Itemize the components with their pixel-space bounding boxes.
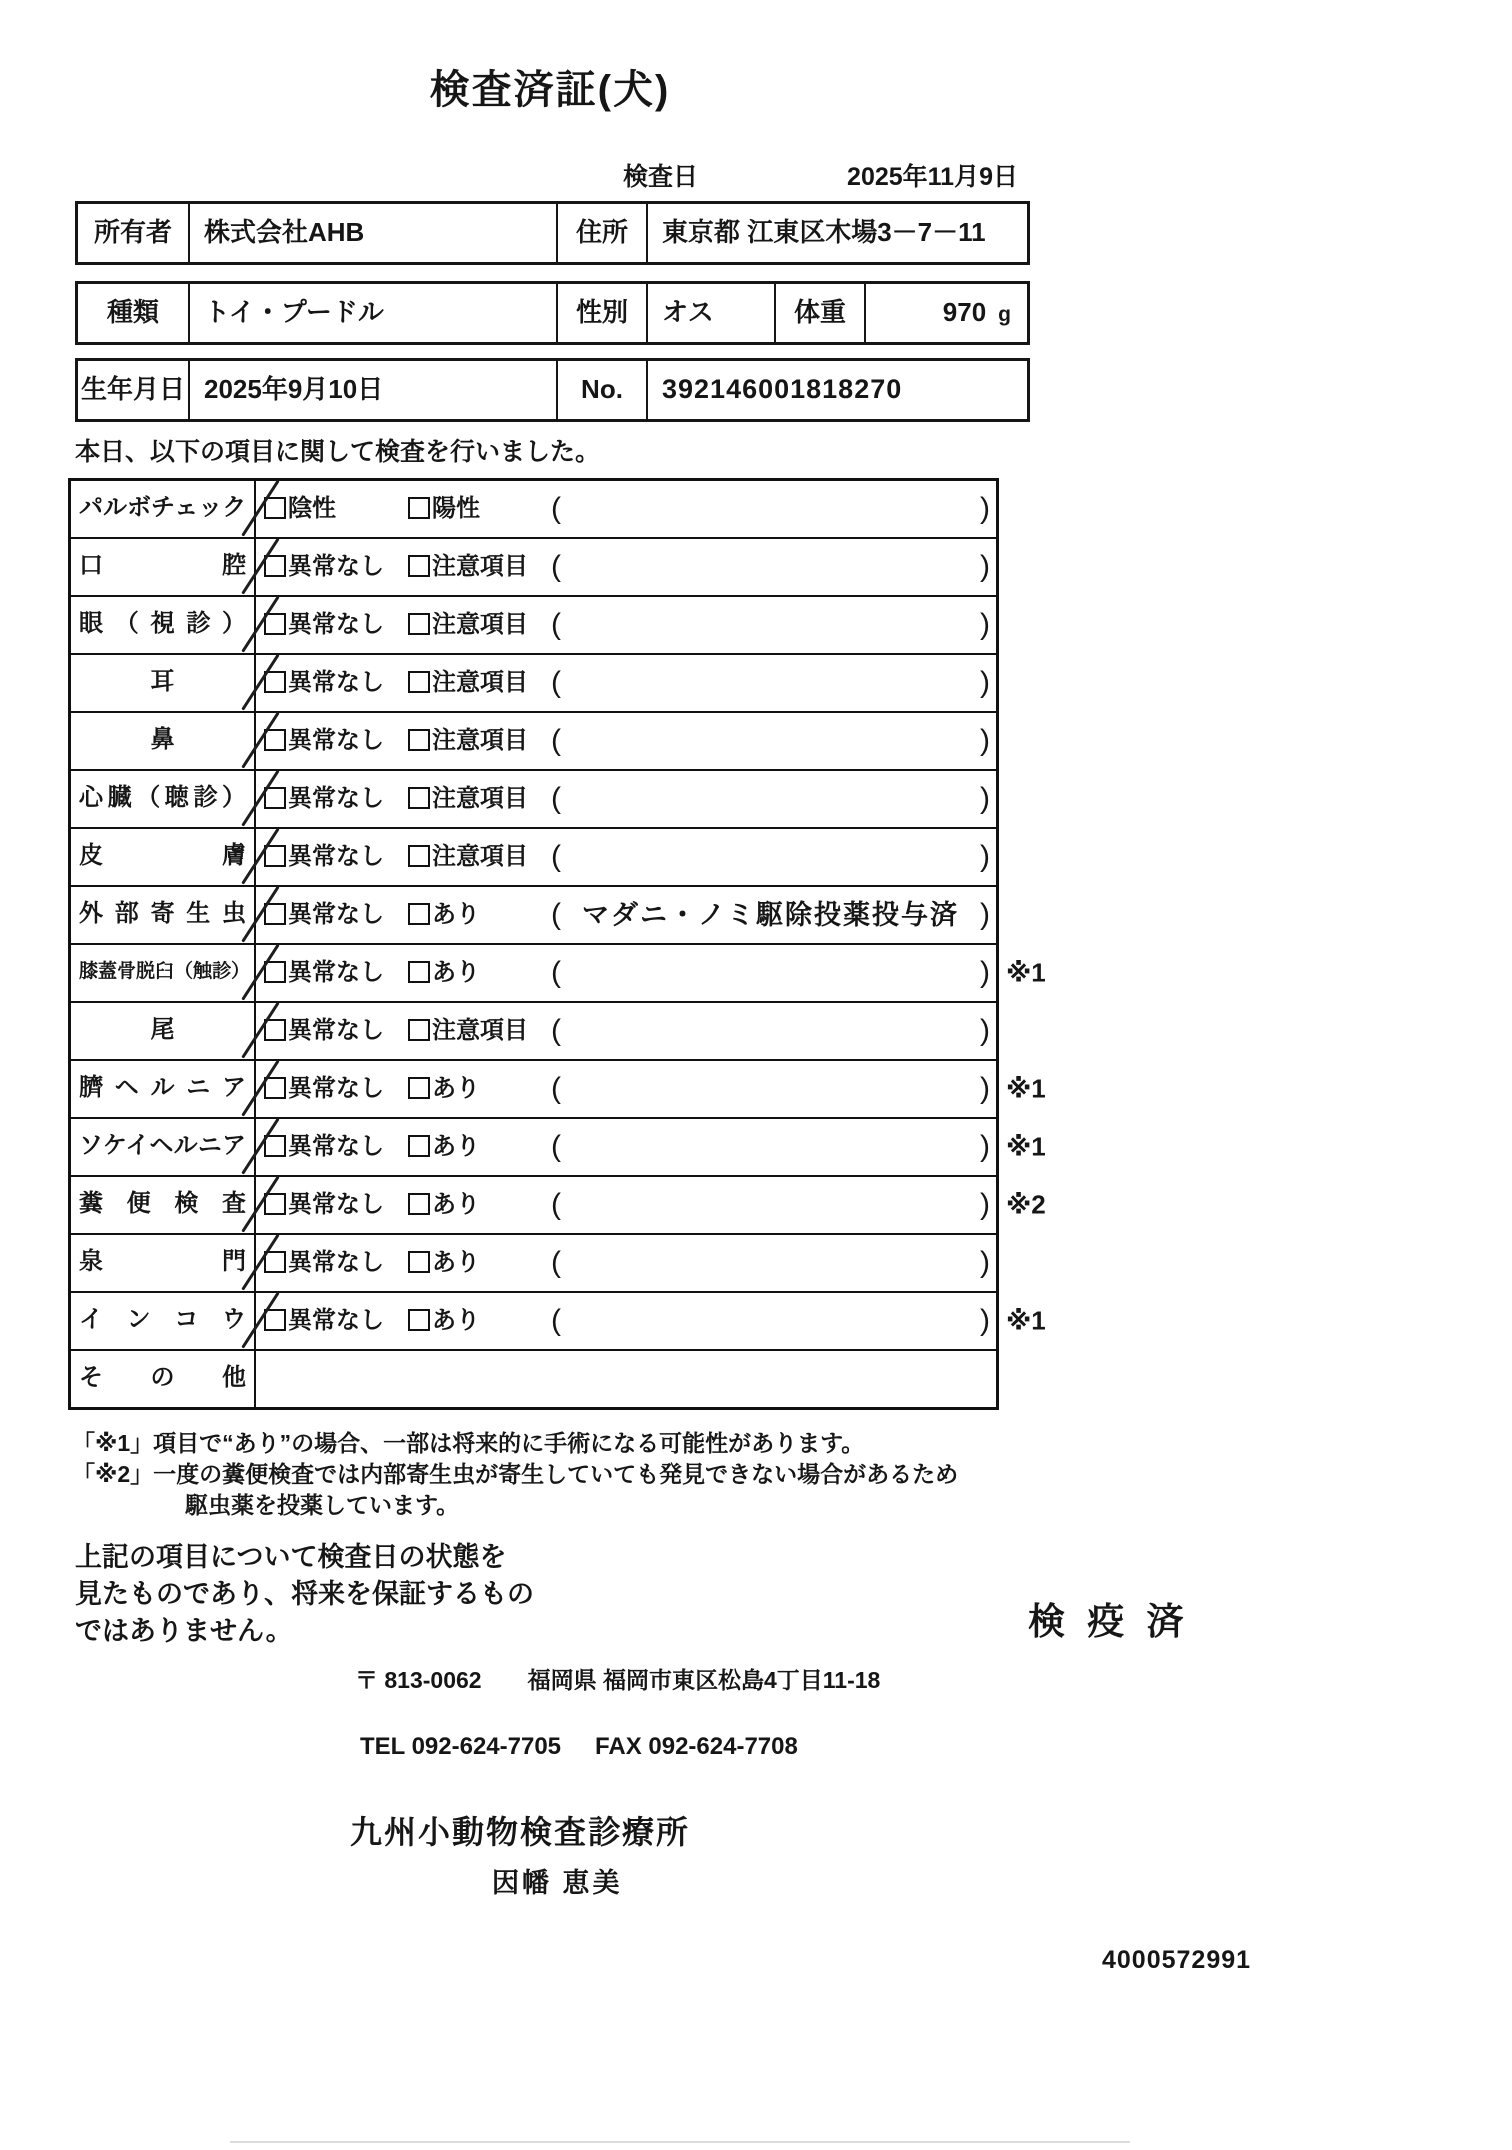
exam-item-cell: [71, 1177, 256, 1233]
result-option-secondary-label: 注意項目: [432, 553, 528, 580]
checkbox-checked-icon: [264, 1077, 286, 1099]
remark-field: [551, 945, 990, 1001]
exam-item-cell: [71, 713, 256, 769]
remark-field: [551, 1119, 990, 1175]
result-option-secondary: [408, 539, 528, 595]
result-option-primary: [264, 1119, 384, 1175]
close-paren: ): [980, 782, 990, 815]
result-option-secondary-label: 注意項目: [432, 1017, 528, 1044]
birth-table: [75, 358, 1030, 422]
result-option-primary-label: 異常なし: [288, 785, 384, 812]
checkbox-unchecked-icon: [408, 1251, 430, 1273]
checkbox-unchecked-icon: [408, 555, 430, 577]
disclaimer-line-1: 上記の項目について検査日の状態を: [75, 1542, 507, 1572]
result-option-primary: [264, 771, 384, 827]
result-option-primary: [264, 1003, 384, 1059]
remark-field: [551, 481, 990, 537]
result-option-secondary-label: 注意項目: [432, 843, 528, 870]
remark-field: [551, 655, 990, 711]
checkbox-checked-icon: [264, 613, 286, 635]
result-option-primary: [264, 1061, 384, 1117]
result-option-secondary: [408, 1235, 480, 1291]
checkbox-unchecked-icon: [408, 671, 430, 693]
checkbox-unchecked-icon: [408, 729, 430, 751]
checklist-table: [68, 478, 1046, 1410]
disclaimer-line-2: 見たものであり、将来を保証するもの: [75, 1579, 534, 1609]
open-paren: (: [551, 666, 561, 699]
result-option-secondary: [408, 1293, 480, 1349]
close-paren: ): [980, 840, 990, 873]
open-paren: (: [551, 724, 561, 757]
result-option-secondary-label: あり: [432, 1249, 480, 1276]
sex-value: オス: [646, 284, 774, 342]
disclaimer-line-3: ではありません。: [75, 1616, 293, 1646]
exam-item-label: 耳: [150, 668, 175, 695]
footnote-1: 「※1」項目で“あり”の場合、一部は将来的に手術になる可能性があります。: [72, 1430, 865, 1456]
checkbox-unchecked-icon: [408, 1019, 430, 1041]
result-option-primary-label: 異常なし: [288, 843, 384, 870]
checklist-row: [71, 1235, 996, 1293]
birthdate-label: 生年月日: [80, 374, 185, 404]
result-cell: [256, 655, 996, 711]
open-paren: (: [551, 1130, 561, 1163]
remark-field: [551, 887, 990, 943]
exam-item-label: 泉門: [79, 1248, 246, 1275]
result-option-secondary: [408, 945, 480, 1001]
result-option-primary: [264, 1235, 384, 1291]
open-paren: (: [551, 1014, 561, 1047]
address-label: 住所: [556, 204, 646, 262]
footnote-2: 「※2」一度の糞便検査では内部寄生虫が寄生していても発見できない場合があるため: [72, 1461, 959, 1487]
footnote-mark: ※1: [1006, 957, 1046, 988]
result-option-primary-label: 異常なし: [288, 959, 384, 986]
checklist-row: [71, 539, 996, 597]
owner-label: 所有者: [93, 217, 172, 247]
checkbox-checked-icon: [264, 1135, 286, 1157]
result-cell: [256, 1061, 996, 1117]
exam-item-cell: [71, 655, 256, 711]
inspection-date-value: 2025年11月9日: [847, 163, 1018, 191]
result-option-primary: [264, 887, 384, 943]
checkbox-checked-icon: [264, 1309, 286, 1331]
exam-item-cell: [71, 1235, 256, 1291]
breed-label: 種類: [106, 297, 159, 327]
clinic-address: 福岡県 福岡市東区松島4丁目11-18: [527, 1667, 881, 1693]
checkbox-checked-icon: [264, 671, 286, 693]
exam-item-label: 鼻: [150, 726, 175, 753]
result-cell: [256, 1235, 996, 1291]
exam-item-cell: [71, 945, 256, 1001]
checkbox-checked-icon: [264, 1019, 286, 1041]
result-cell: [256, 597, 996, 653]
result-option-primary: [264, 655, 384, 711]
result-option-primary-label: 異常なし: [288, 1017, 384, 1044]
result-option-secondary-label: 注意項目: [432, 669, 528, 696]
clinic-fax: FAX 092-624-7708: [595, 1733, 798, 1760]
result-cell: [256, 481, 996, 537]
result-option-secondary-label: あり: [432, 1075, 480, 1102]
close-paren: ): [980, 550, 990, 583]
inspection-date-row: [75, 159, 1030, 193]
checklist-row: [71, 771, 996, 829]
weight-number: 970: [942, 297, 987, 327]
footnotes: [72, 1428, 1512, 1521]
exam-item-label: 尾: [150, 1016, 175, 1043]
result-option-secondary: [408, 713, 528, 769]
result-option-secondary-label: あり: [432, 959, 480, 986]
checkbox-checked-icon: [264, 903, 286, 925]
open-paren: (: [551, 1304, 561, 1337]
clinic-postal-code: 〒 813-0062: [355, 1667, 482, 1693]
checklist-row: [71, 1293, 1046, 1351]
exam-item-label: その他: [79, 1364, 246, 1391]
result-option-secondary: [408, 597, 528, 653]
remark-field: [551, 1003, 990, 1059]
exam-item-cell: [71, 829, 256, 885]
exam-item-label: 糞便検査: [79, 1190, 246, 1217]
checkbox-checked-icon: [264, 729, 286, 751]
result-option-secondary-label: あり: [432, 901, 480, 928]
exam-item-label: 眼（視診）: [79, 610, 246, 637]
result-option-secondary-label: 注意項目: [432, 611, 528, 638]
result-option-secondary-label: 注意項目: [432, 785, 528, 812]
owner-table: [75, 201, 1030, 265]
exam-item-cell: [71, 539, 256, 595]
number-value: 392146001818270: [646, 361, 1027, 419]
intro-sentence: 本日、以下の項目に関して検査を行いました。: [75, 438, 601, 466]
result-option-secondary: [408, 1119, 480, 1175]
result-cell: [256, 1293, 996, 1349]
close-paren: ): [980, 608, 990, 641]
close-paren: ): [980, 1188, 990, 1221]
close-paren: ): [980, 724, 990, 757]
result-option-secondary: [408, 1061, 480, 1117]
footnote-mark: ※1: [1006, 1305, 1046, 1336]
close-paren: ): [980, 1246, 990, 1279]
close-paren: ): [980, 956, 990, 989]
checkbox-unchecked-icon: [408, 1309, 430, 1331]
remark-field: [551, 829, 990, 885]
result-option-primary: [264, 945, 384, 1001]
footnote-2-continued: 駆虫薬を投薬しています。: [185, 1492, 460, 1518]
exam-item-label: 外部寄生虫: [79, 900, 246, 927]
number-label: No.: [556, 361, 646, 419]
exam-item-cell: [71, 1003, 256, 1059]
weight-value: [864, 284, 1027, 342]
remark-field: [551, 713, 990, 769]
close-paren: ): [980, 1130, 990, 1163]
exam-item-cell: [71, 1061, 256, 1117]
breed-table: [75, 281, 1030, 345]
result-option-secondary-label: あり: [432, 1191, 480, 1218]
exam-item-cell: [71, 771, 256, 827]
weight-label: 体重: [774, 284, 864, 342]
result-cell: [256, 1119, 996, 1175]
open-paren: (: [551, 550, 561, 583]
exam-item-label: インコウ: [79, 1306, 246, 1333]
clinic-address-row: [355, 1662, 1512, 1695]
exam-item-label: ソケイヘルニア: [79, 1132, 246, 1159]
result-option-primary-label: 異常なし: [288, 1307, 384, 1334]
checkbox-unchecked-icon: [408, 613, 430, 635]
remark-field: [551, 539, 990, 595]
exam-item-label: 臍ヘルニア: [79, 1074, 246, 1101]
checkbox-unchecked-icon: [408, 845, 430, 867]
result-option-primary-label: 異常なし: [288, 1075, 384, 1102]
exam-item-label: 心臓（聴診）: [79, 784, 246, 811]
checkbox-unchecked-icon: [408, 497, 430, 519]
checkbox-checked-icon: [264, 497, 286, 519]
close-paren: ): [980, 492, 990, 525]
result-cell: [256, 887, 996, 943]
result-option-primary-label: 異常なし: [288, 901, 384, 928]
result-option-secondary: [408, 481, 480, 537]
exam-item-cell: [71, 481, 256, 537]
checkbox-unchecked-icon: [408, 1135, 430, 1157]
exam-item-label: 口腔: [79, 552, 246, 579]
exam-item-cell: [71, 597, 256, 653]
close-paren: ): [980, 1072, 990, 1105]
open-paren: (: [551, 1188, 561, 1221]
quarantine-passed-stamp: 検 疫 済: [1028, 1601, 1190, 1642]
close-paren: ): [980, 666, 990, 699]
clinic-contact-row: [360, 1733, 1512, 1761]
close-paren: ): [980, 1304, 990, 1337]
remark-field: [551, 1177, 990, 1233]
result-option-primary: [264, 1177, 384, 1233]
result-option-secondary: [408, 1177, 480, 1233]
breed-value: トイ・プードル: [188, 284, 556, 342]
address-value: 東京都 江東区木場3－7－11: [646, 204, 1027, 262]
remark-field: [551, 1235, 990, 1291]
open-paren: (: [551, 608, 561, 641]
exam-item-cell: [71, 1293, 256, 1349]
checkbox-unchecked-icon: [408, 1077, 430, 1099]
checklist-row: [71, 1177, 1046, 1235]
result-option-secondary-label: あり: [432, 1307, 480, 1334]
checkbox-unchecked-icon: [408, 1193, 430, 1215]
result-cell: [256, 945, 996, 1001]
open-paren: (: [551, 782, 561, 815]
exam-item-label: 膝蓋骨脱臼（触診）: [79, 961, 251, 982]
checklist-row: [71, 1003, 996, 1061]
remark-field: [551, 1061, 990, 1117]
checklist-row: [71, 1061, 1046, 1119]
document-title: 検査済証(犬): [429, 68, 671, 112]
result-option-primary-label: 異常なし: [288, 553, 384, 580]
result-option-secondary: [408, 829, 528, 885]
checklist-row: [71, 597, 996, 655]
checkbox-checked-icon: [264, 961, 286, 983]
result-option-secondary: [408, 1003, 528, 1059]
checkbox-unchecked-icon: [408, 903, 430, 925]
clinic-tel: TEL 092-624-7705: [360, 1733, 562, 1760]
owner-value: 株式会社AHB: [188, 204, 556, 262]
weight-unit: g: [998, 303, 1011, 326]
result-cell: [256, 1351, 996, 1407]
exam-item-cell: [71, 1351, 256, 1407]
result-option-secondary: [408, 771, 528, 827]
open-paren: (: [551, 898, 561, 931]
checkbox-checked-icon: [264, 1251, 286, 1273]
result-option-primary-label: 異常なし: [288, 1191, 384, 1218]
result-option-primary-label: 異常なし: [288, 727, 384, 754]
result-option-primary-label: 異常なし: [288, 669, 384, 696]
footnote-mark: ※2: [1006, 1189, 1046, 1220]
result-option-primary-label: 異常なし: [288, 1249, 384, 1276]
birthdate-value: 2025年9月10日: [188, 361, 556, 419]
result-option-primary-label: 異常なし: [288, 1133, 384, 1160]
checkbox-checked-icon: [264, 845, 286, 867]
clinic-name: 九州小動物検査診療所: [350, 1814, 691, 1850]
inspection-date-label: 検査日: [623, 163, 699, 191]
remark-field: [551, 771, 990, 827]
result-option-primary-label: 異常なし: [288, 611, 384, 638]
result-option-secondary-label: あり: [432, 1133, 480, 1160]
remark-field: [551, 597, 990, 653]
serial-number: 4000572991: [1102, 1946, 1252, 1974]
result-cell: [256, 829, 996, 885]
footnote-mark: ※1: [1006, 1131, 1046, 1162]
result-option-primary: [264, 829, 384, 885]
checklist-row: [71, 655, 996, 713]
close-paren: ): [980, 898, 990, 931]
open-paren: (: [551, 840, 561, 873]
checkbox-checked-icon: [264, 555, 286, 577]
exam-item-label: パルボチェック: [79, 494, 247, 521]
exam-item-label: 皮膚: [79, 842, 246, 869]
result-option-secondary: [408, 655, 528, 711]
result-option-secondary-label: 注意項目: [432, 727, 528, 754]
scan-edge-artifact: [230, 2141, 1130, 2143]
result-option-secondary: [408, 887, 480, 943]
checkbox-unchecked-icon: [408, 961, 430, 983]
result-option-primary: [264, 539, 384, 595]
open-paren: (: [551, 1246, 561, 1279]
footnote-mark: ※1: [1006, 1073, 1046, 1104]
checklist-row: [71, 945, 1046, 1003]
result-cell: [256, 1003, 996, 1059]
exam-item-cell: [71, 887, 256, 943]
checklist-row: [71, 1119, 1046, 1177]
checkbox-checked-icon: [264, 787, 286, 809]
result-option-primary-label: 陰性: [288, 495, 336, 522]
result-cell: [256, 771, 996, 827]
result-cell: [256, 539, 996, 595]
result-option-primary: [264, 597, 384, 653]
result-option-primary: [264, 1293, 384, 1349]
exam-item-cell: [71, 1119, 256, 1175]
checkbox-unchecked-icon: [408, 787, 430, 809]
veterinarian-name: 因幡 恵美: [492, 1868, 623, 1898]
remark-field: [551, 1293, 990, 1349]
checklist-row: [71, 1351, 996, 1407]
checkbox-checked-icon: [264, 1193, 286, 1215]
checklist-row: [71, 887, 996, 945]
checklist-row: [71, 713, 996, 771]
result-option-secondary-label: 陽性: [432, 495, 480, 522]
open-paren: (: [551, 956, 561, 989]
open-paren: (: [551, 1072, 561, 1105]
close-paren: ): [980, 1014, 990, 1047]
sex-label: 性別: [556, 284, 646, 342]
checklist-row: [71, 829, 996, 887]
result-cell: [256, 1177, 996, 1233]
result-option-primary: [264, 481, 336, 537]
checklist-row: [71, 481, 996, 539]
remark-text: マダニ・ノミ駆除投薬投与済: [582, 900, 959, 930]
open-paren: (: [551, 492, 561, 525]
disclaimer: [75, 1539, 1512, 1650]
result-cell: [256, 713, 996, 769]
result-option-primary: [264, 713, 384, 769]
